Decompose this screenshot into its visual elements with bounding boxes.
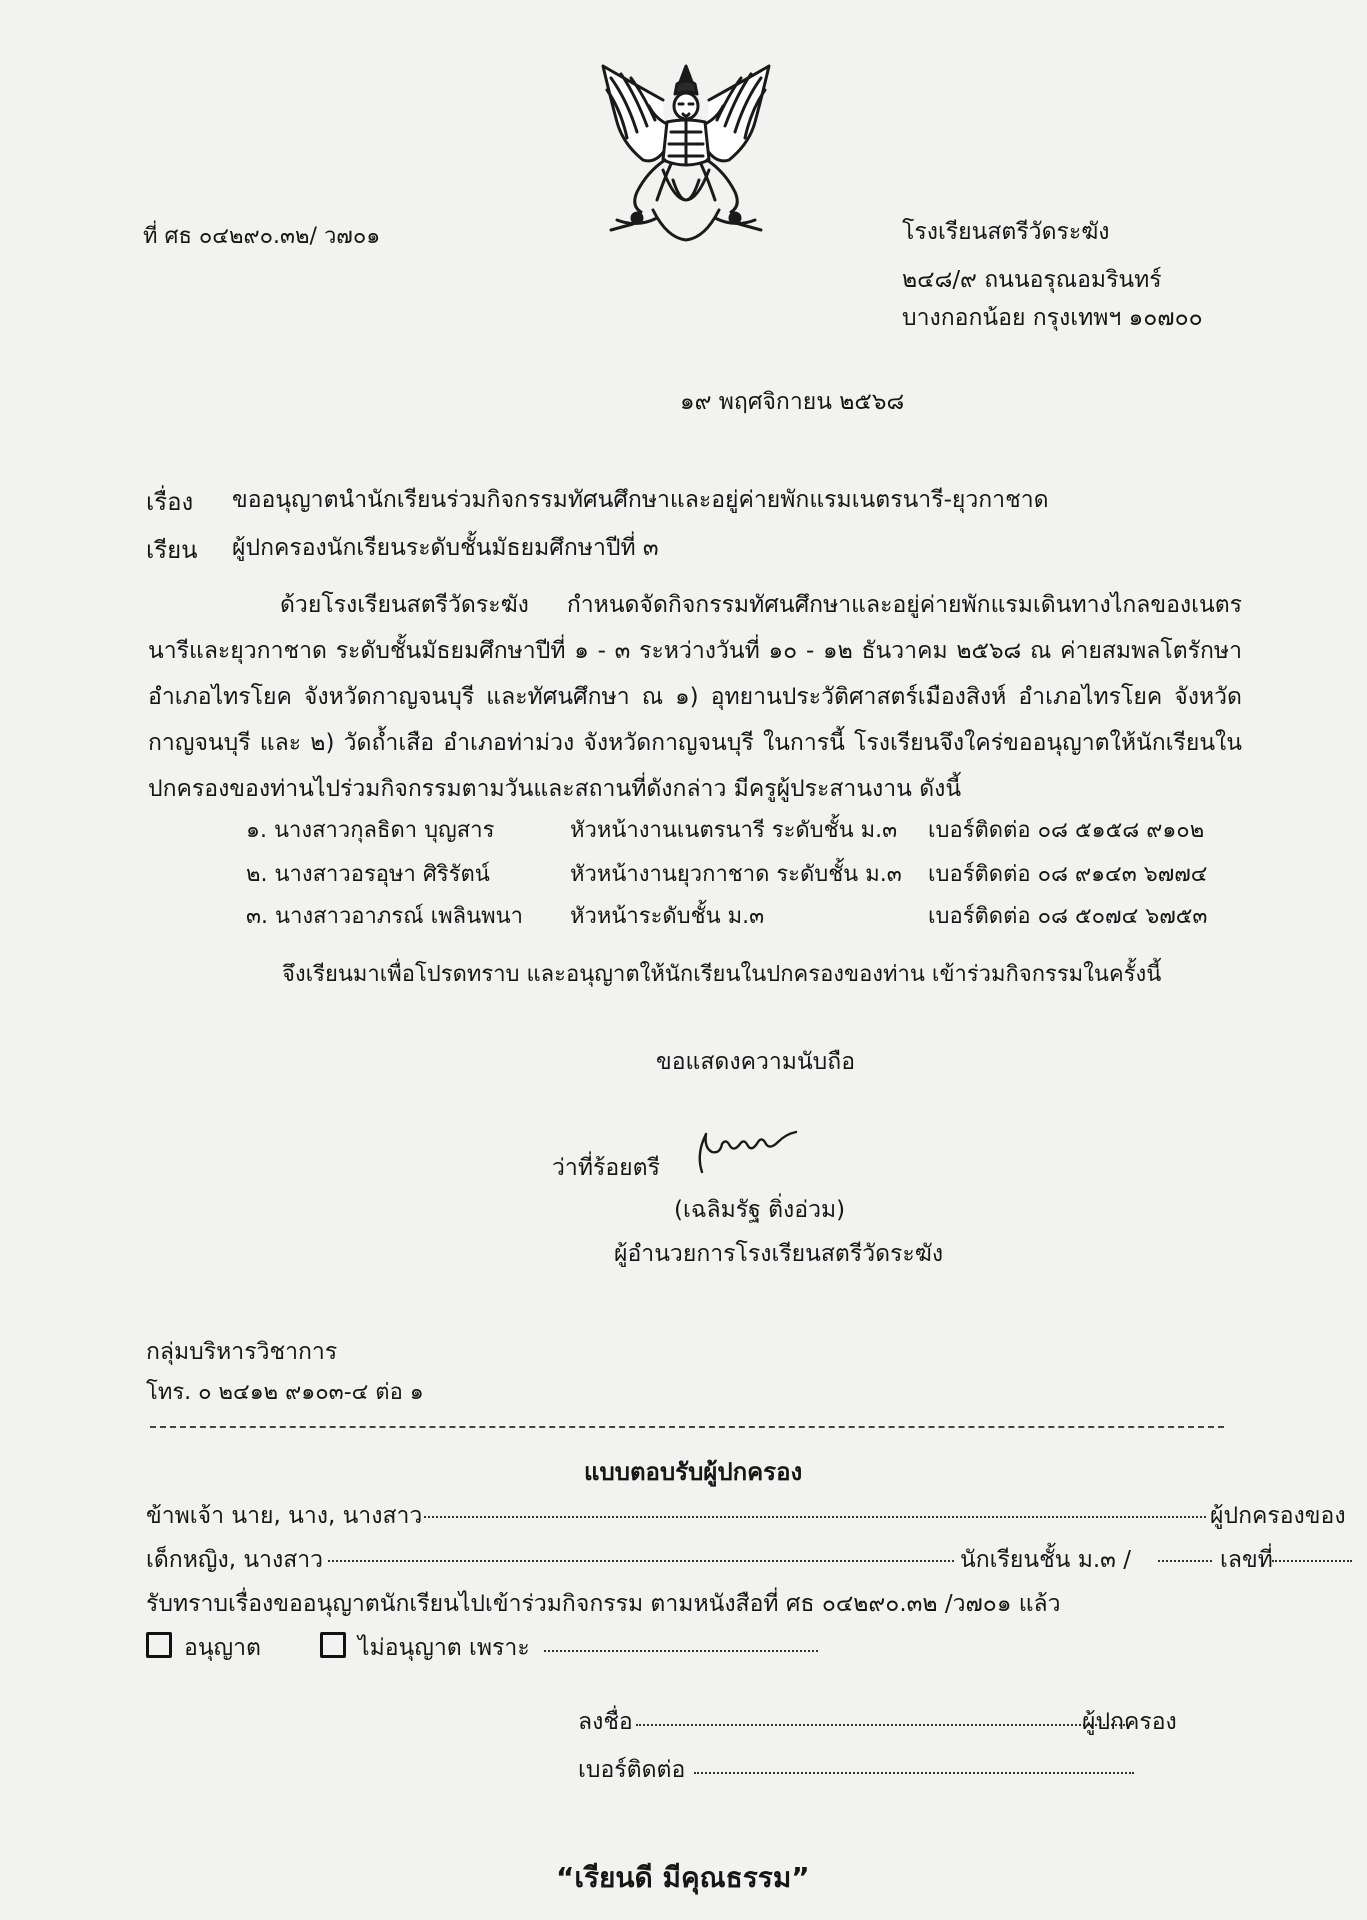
school-name: โรงเรียนสตรีวัดระฆัง: [902, 219, 1110, 245]
signature-label: ลงชื่อ: [578, 1709, 633, 1735]
allow-option[interactable]: [146, 1635, 261, 1661]
deny-option[interactable]: [320, 1630, 530, 1666]
coordinator-name: ๓. นางสาวอาภรณ์ เพลินพนา: [246, 904, 524, 929]
reply-line-guardian-name: [146, 1498, 1346, 1534]
guardian-of-label: ผู้ปกครองของ: [1210, 1503, 1346, 1529]
coordinator-role: หัวหน้างานยุวกาชาด ระดับชั้น ม.๓: [570, 862, 902, 887]
handwritten-signature: [692, 1124, 802, 1176]
guardian-signature-field[interactable]: [636, 1724, 1128, 1726]
reply-line-signature: [578, 1704, 1238, 1740]
deny-checkbox[interactable]: [320, 1632, 346, 1658]
coordinator-name: ๒. นางสาวอรอุษา ศิริรัตน์: [246, 862, 490, 887]
coordinator-role: หัวหน้าระดับชั้น ม.๓: [570, 904, 765, 929]
reply-line-consent: [146, 1630, 1236, 1666]
student-class-label: นักเรียนชั้น ม.๓ /: [960, 1547, 1131, 1573]
student-number-label: เลขที่: [1220, 1547, 1273, 1573]
allow-checkbox[interactable]: [146, 1632, 172, 1658]
reply-line-acknowledge: [146, 1586, 1236, 1622]
reply-line-student-name: [146, 1542, 1273, 1578]
subject-text: ขออนุญาตนำนักเรียนร่วมกิจกรรมทัศนศึกษาและอยู่ค่ายพักแรมเนตรนารี-ยุวกาชาด: [232, 487, 1049, 513]
department-name: กลุ่มบริหารวิชาการ: [146, 1339, 338, 1365]
guardian-name-field[interactable]: [424, 1516, 1206, 1518]
signer-name: (เฉลิมรัฐ ติ่งอ่วม): [674, 1197, 846, 1223]
cut-line-divider: [150, 1426, 1224, 1428]
subject-label: เรื่อง: [146, 488, 194, 516]
student-name-label: เด็กหญิง, นางสาว: [146, 1547, 324, 1573]
guardian-name-label: ข้าพเจ้า นาย, นาง, นางสาว: [146, 1503, 423, 1529]
guardian-role-label: ผู้ปกครอง: [1082, 1709, 1177, 1735]
allow-label: อนุญาต: [184, 1635, 261, 1661]
acknowledge-text: รับทราบเรื่องขออนุญาตนักเรียนไปเข้าร่วมกิจกรรม ตามหนังสือที่ ศธ ๐๔๒๙๐.๓๒ /ว๗๐๑ แล้ว: [146, 1591, 1061, 1617]
student-name-field[interactable]: [328, 1560, 954, 1562]
school-address-line-1: ๒๔๘/๙ ถนนอรุณอมรินทร์: [902, 267, 1162, 293]
letter-date: ๑๙ พฤศจิกายน ๒๕๖๘: [680, 389, 905, 415]
signer-position: ผู้อำนวยการโรงเรียนสตรีวัดระฆัง: [614, 1241, 944, 1267]
student-room-field[interactable]: [1158, 1560, 1212, 1562]
deny-reason-field[interactable]: [544, 1650, 818, 1652]
student-number-field[interactable]: [1272, 1560, 1352, 1562]
coordinator-name: ๑. นางสาวกุลธิดา บุญสาร: [246, 818, 495, 843]
closing-paragraph: จึงเรียนมาเพื่อโปรดทราบ และอนุญาตให้นักเรียนในปกครองของท่าน เข้าร่วมกิจกรรมในครั้งนี้: [282, 962, 1162, 987]
school-motto: “เรียนดี มีคุณธรรม”: [556, 1861, 810, 1894]
contact-label: เบอร์ติดต่อ: [578, 1757, 686, 1783]
reply-line-contact: [578, 1752, 1138, 1788]
recipient-label: เรียน: [146, 536, 198, 564]
coordinator-phone: เบอร์ติดต่อ ๐๘ ๕๐๗๔ ๖๗๕๓: [928, 904, 1208, 929]
deny-label: ไม่อนุญาต เพราะ: [358, 1635, 530, 1661]
body-paragraph: ด้วยโรงเรียนสตรีวัดระฆัง กำหนดจัดกิจกรรมทัศนศึกษาและอยู่ค่ายพักแรมเดินทางไกลของเนตรนารีและยุวกาชาด ระดับชั้นมัธยมศึกษาปีที่ ๑ - ๓ ระหว่างวันที่ ๑๐ - ๑๒ ธันวาคม ๒๕๖๘ ณ ค่ายสมพลโตรักษา อำเภอไทรโยค จังหวัดกาญจนบุรี และทัศนศึกษา ณ ๑) อุทยานประวัติศาสตร์เมืองสิงห์ อำเภอไทรโยค จังหวัดกาญจนบุรี และ ๒) วัดถ้ำเสือ อำเภอท่าม่วง จังหวัดกาญจนบุรี ในการนี้ โรงเรียนจึงใคร่ขออนุญาตให้นักเรียนในปกครองของท่านไปร่วมกิจกรรมตามวันและสถานที่ดังกล่าว มีครูผู้ประสานงาน ดังนี้: [148, 592, 1242, 802]
coordinator-phone: เบอร์ติดต่อ ๐๘ ๙๑๔๓ ๖๗๗๔: [928, 862, 1208, 887]
school-address-line-2: บางกอกน้อย กรุงเทพฯ ๑๐๗๐๐: [902, 305, 1203, 331]
coordinator-phone: เบอร์ติดต่อ ๐๘ ๕๑๕๘ ๙๑๐๒: [928, 818, 1205, 843]
contact-number-field[interactable]: [694, 1772, 1134, 1774]
recipient-text: ผู้ปกครองนักเรียนระดับชั้นมัธยมศึกษาปีที่ ๓: [232, 535, 659, 561]
reference-number: ที่ ศธ ๐๔๒๙๐.๓๒/ ว๗๐๑: [143, 224, 381, 249]
coordinator-role: หัวหน้างานเนตรนารี ระดับชั้น ม.๓: [570, 818, 898, 843]
garuda-emblem-icon: [597, 60, 775, 244]
reply-form-title: แบบตอบรับผู้ปกครอง: [584, 1458, 803, 1486]
signer-rank: ว่าที่ร้อยตรี: [552, 1155, 660, 1181]
regards-text: ขอแสดงความนับถือ: [656, 1049, 856, 1075]
department-phone: โทร. ๐ ๒๔๑๒ ๙๑๐๓-๔ ต่อ ๑: [146, 1380, 424, 1405]
